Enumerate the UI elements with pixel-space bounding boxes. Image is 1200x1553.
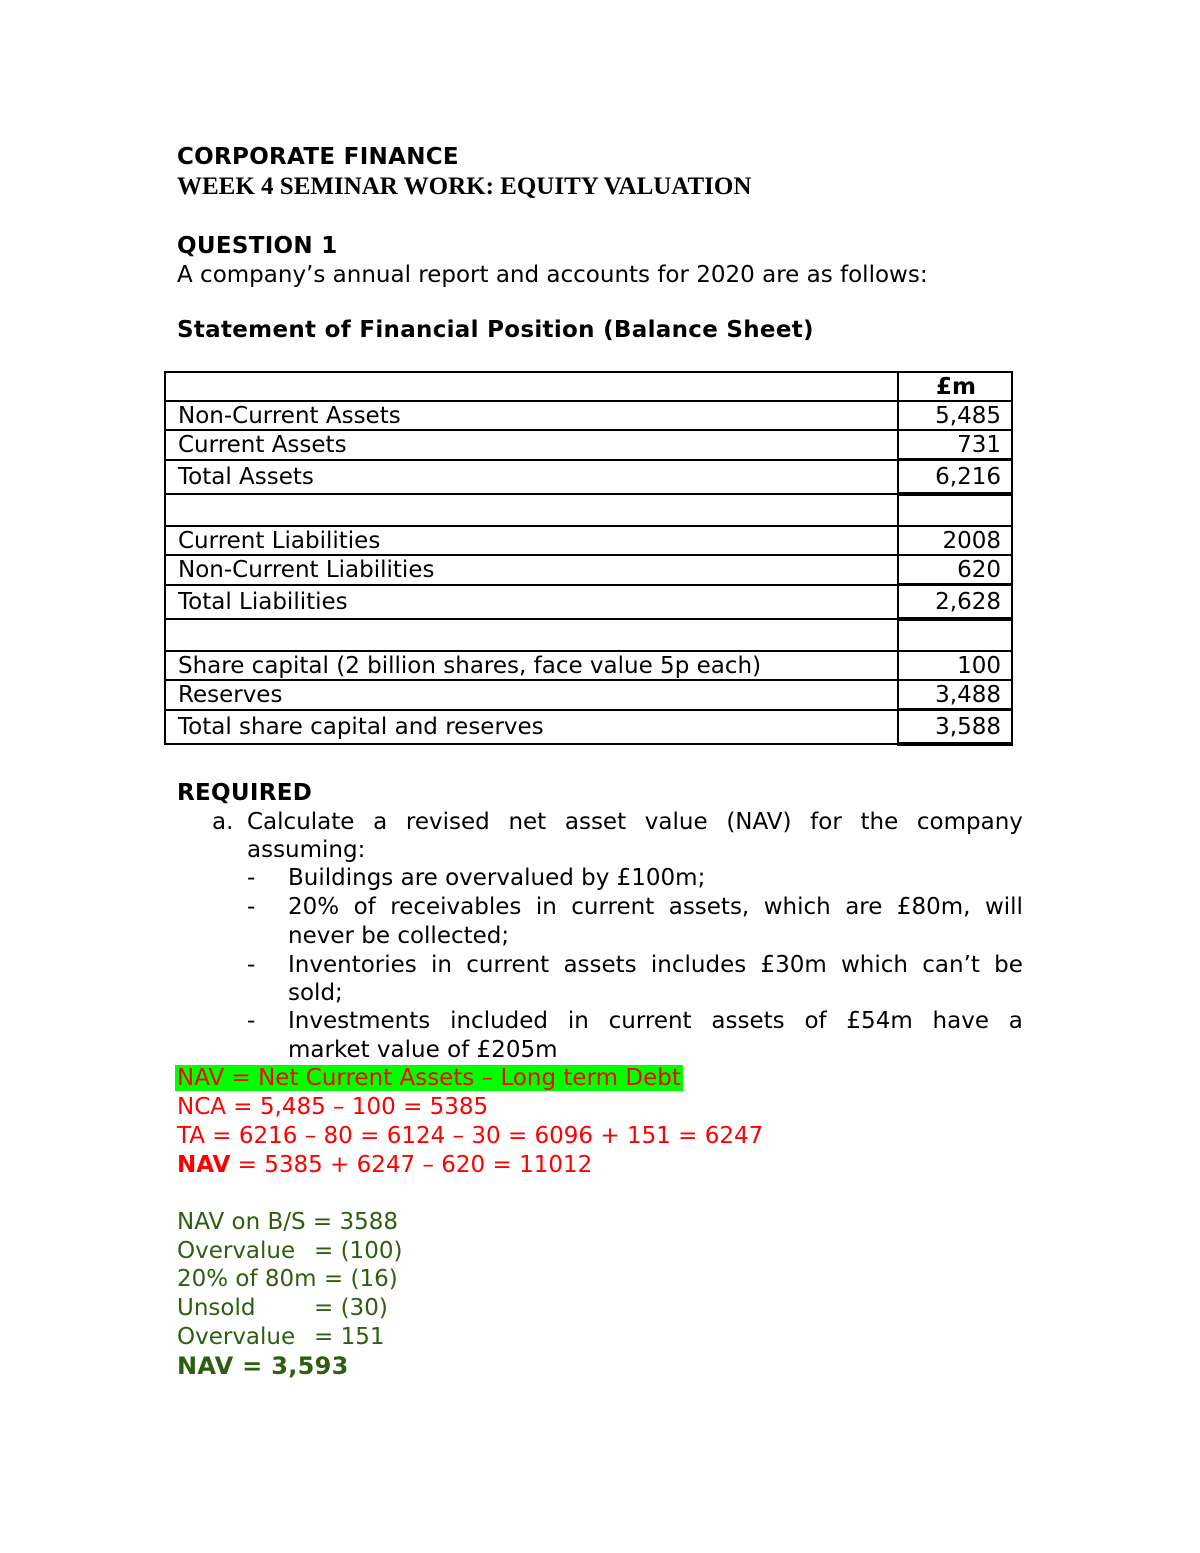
word: assets, bbox=[668, 894, 750, 920]
row-label: Non-Current Liabilities bbox=[165, 555, 898, 585]
ta-line: TA = 6216 – 80 = 6124 – 30 = 6096 + 151 = 6247 bbox=[177, 1123, 764, 1149]
word: current bbox=[608, 1008, 692, 1034]
bullet-4-line-2: market value of £205m bbox=[288, 1037, 558, 1063]
row-label: Share capital (2 billion shares, face value 5p each) bbox=[165, 651, 898, 680]
word: of bbox=[353, 894, 376, 920]
row-label: Non-Current Assets bbox=[165, 401, 898, 430]
nav-formula-highlighted bbox=[175, 1065, 683, 1091]
bullet-3-line-1 bbox=[288, 952, 1023, 978]
table-row-total bbox=[165, 585, 1012, 620]
bullet-marker: - bbox=[247, 1008, 256, 1034]
word: a bbox=[1008, 1008, 1023, 1034]
word: a bbox=[373, 809, 388, 835]
seminar-title: WEEK 4 SEMINAR WORK: EQUITY VALUATION bbox=[177, 173, 752, 200]
word: Inventories bbox=[288, 952, 417, 978]
word: receivables bbox=[390, 894, 522, 920]
green-value: = (100) bbox=[314, 1238, 403, 1264]
row-label: Total Assets bbox=[165, 460, 898, 495]
row-value: 3,588 bbox=[898, 710, 1012, 745]
row-value: 6,216 bbox=[898, 460, 1012, 495]
green-line bbox=[177, 1238, 402, 1264]
table-row bbox=[165, 526, 1012, 555]
nca-line: NCA = 5,485 – 100 = 5385 bbox=[177, 1094, 489, 1120]
word: £30m bbox=[760, 952, 827, 978]
table-row bbox=[165, 430, 1012, 460]
bullet-4-line-1 bbox=[288, 1008, 1023, 1034]
table-row-blank bbox=[165, 494, 1012, 526]
green-line bbox=[177, 1295, 388, 1321]
word: be bbox=[994, 952, 1023, 978]
word: includes bbox=[650, 952, 747, 978]
green-line bbox=[177, 1324, 384, 1350]
bullet-marker: - bbox=[247, 894, 256, 920]
word: asset bbox=[564, 809, 627, 835]
bullet-2-line-1 bbox=[288, 894, 1023, 920]
table-row bbox=[165, 651, 1012, 680]
row-value: 731 bbox=[898, 430, 1012, 460]
word: will bbox=[984, 894, 1023, 920]
word: included bbox=[450, 1008, 549, 1034]
item-line-2: assuming: bbox=[247, 837, 366, 863]
green-label: Unsold bbox=[177, 1295, 256, 1321]
row-value: 2,628 bbox=[898, 585, 1012, 620]
bullet-1: Buildings are overvalued by £100m; bbox=[288, 865, 706, 891]
bullet-marker: - bbox=[247, 952, 256, 978]
row-label: Current Liabilities bbox=[165, 526, 898, 555]
word: of bbox=[804, 1008, 827, 1034]
unit-header: £m bbox=[898, 372, 1012, 401]
nav-label: NAV bbox=[177, 1152, 231, 1178]
row-label: Current Assets bbox=[165, 430, 898, 460]
table-row bbox=[165, 555, 1012, 585]
word: which bbox=[841, 952, 909, 978]
green-label: 20% of 80m bbox=[177, 1266, 317, 1292]
word: for bbox=[810, 809, 842, 835]
green-value: = 151 bbox=[314, 1324, 385, 1350]
word: company bbox=[916, 809, 1023, 835]
word: revised bbox=[405, 809, 490, 835]
required-heading: REQUIRED bbox=[177, 780, 313, 806]
statement-title: Statement of Financial Position (Balance Sheet) bbox=[177, 317, 814, 343]
question-heading: QUESTION 1 bbox=[177, 233, 338, 259]
row-value: 5,485 bbox=[898, 401, 1012, 430]
row-value: 2008 bbox=[898, 526, 1012, 555]
word: (NAV) bbox=[726, 809, 792, 835]
row-value: 3,488 bbox=[898, 680, 1012, 710]
word: £80m, bbox=[896, 894, 971, 920]
item-marker: a. bbox=[212, 809, 234, 835]
green-value: = (16) bbox=[323, 1266, 398, 1292]
green-value: = (30) bbox=[314, 1295, 388, 1321]
word: net bbox=[508, 809, 547, 835]
table-row-blank bbox=[165, 619, 1012, 651]
green-line bbox=[177, 1209, 398, 1235]
green-label: Overvalue bbox=[177, 1238, 296, 1264]
word: the bbox=[860, 809, 899, 835]
word: in bbox=[535, 894, 557, 920]
word: which bbox=[763, 894, 831, 920]
question-intro: A company’s annual report and accounts for 2020 are as follows: bbox=[177, 262, 928, 288]
word: in bbox=[431, 952, 452, 978]
row-label: Total Liabilities bbox=[165, 585, 898, 620]
word: assets bbox=[563, 952, 637, 978]
word: have bbox=[932, 1008, 989, 1034]
course-title: CORPORATE FINANCE bbox=[177, 144, 459, 170]
word: 20% bbox=[288, 894, 340, 920]
word: assets bbox=[711, 1008, 785, 1034]
row-label: Total share capital and reserves bbox=[165, 710, 898, 745]
row-value: 620 bbox=[898, 555, 1012, 585]
table-row bbox=[165, 401, 1012, 430]
table-row bbox=[165, 680, 1012, 710]
green-label: Overvalue bbox=[177, 1324, 296, 1350]
green-label: NAV on B/S bbox=[177, 1209, 306, 1235]
table-row-total bbox=[165, 710, 1012, 745]
word: are bbox=[845, 894, 883, 920]
header-label-cell bbox=[165, 372, 898, 401]
bullet-marker: - bbox=[247, 865, 256, 891]
highlight-text: NAV = Net Current Assets – Long term Debt bbox=[177, 1065, 681, 1091]
nav-calculation: = 5385 + 6247 – 620 = 11012 bbox=[230, 1152, 593, 1178]
word: current bbox=[466, 952, 550, 978]
word: can’t bbox=[922, 952, 980, 978]
green-value: = 3588 bbox=[312, 1209, 399, 1235]
table-header-row bbox=[165, 372, 1012, 401]
nav-result-line bbox=[177, 1152, 592, 1178]
row-value: 100 bbox=[898, 651, 1012, 680]
word: Investments bbox=[288, 1008, 431, 1034]
green-line bbox=[177, 1266, 398, 1292]
table-row-total bbox=[165, 460, 1012, 495]
bullet-2-line-2: never be collected; bbox=[288, 923, 510, 949]
row-label bbox=[165, 619, 898, 651]
word: Calculate bbox=[247, 809, 355, 835]
row-value bbox=[898, 494, 1012, 526]
row-label bbox=[165, 494, 898, 526]
bullet-3-line-2: sold; bbox=[288, 980, 343, 1006]
word: in bbox=[567, 1008, 589, 1034]
word: £54m bbox=[846, 1008, 913, 1034]
word: current bbox=[571, 894, 655, 920]
row-value bbox=[898, 619, 1012, 651]
item-line-1 bbox=[247, 809, 1023, 835]
balance-sheet-table bbox=[164, 371, 1013, 746]
final-nav: NAV = 3,593 bbox=[177, 1352, 349, 1380]
word: value bbox=[644, 809, 708, 835]
row-label: Reserves bbox=[165, 680, 898, 710]
